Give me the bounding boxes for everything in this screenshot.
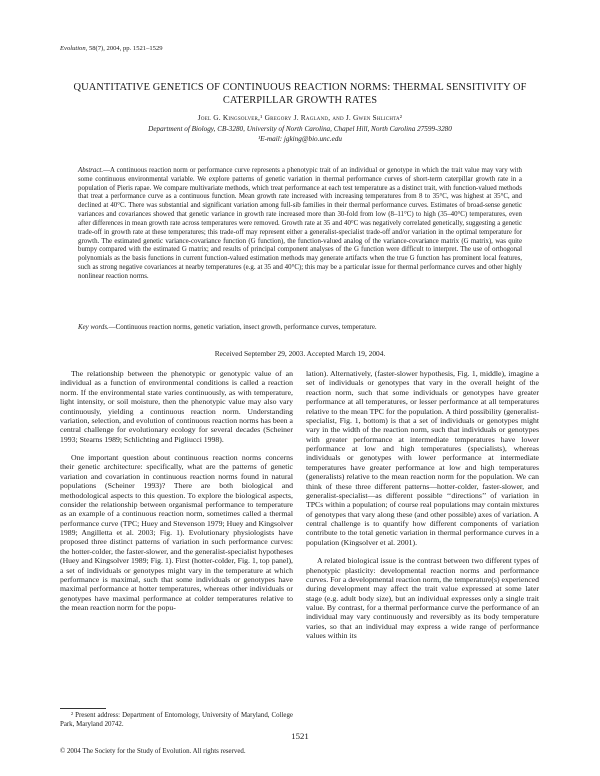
body-paragraph: The relationship between the phenotypic or genotypic value of an individual as a function of environmental conditions is called a reaction norm. If the environmental state varies continuously, as with temperature, light intensity, or soil moisture, then the phenotypic value may also vary continuously, yielding a continuous reaction norm. Understanding variation, selection, and evolution of continuous reaction norms has been a central challenge for evolutionary ecology for several decades (Scheiner 1993; Stearns 1989; Schlichting and Pigliucci 1998). [60,369,293,444]
received-dates: Received September 29, 2003. Accepted March 19, 2004. [214,349,386,358]
keywords [78,323,522,332]
copyright-notice: © 2004 The Society for the Study of Evolution. All rights reserved. [60,748,246,755]
affiliation-block [60,124,540,144]
affiliation-department: Department of Biology, CB-3280, University of North Carolina, Chapel Hill, North Carolina 27599-3280 [148,125,452,133]
body-paragraph: One important question about continuous reaction norms concerns their genetic architecture: specifically, what are the patterns of genetic variation and covariation in continuous reaction norms found in natural populations (Scheiner 1993)? There are both biological and methodological aspects to this question. To explore the biological aspects, consider the relationship between organismal performance to temperature as an example of a continuous reaction norm, sometimes called a thermal performance curve (TPC; Huey and Stevenson 1979; Huey and Kingsolver 1989; Angilletta et al. 2003; Fig. 1). Evolutionary physiologists have proposed three distinct patterns of variation in such performance curves: the hotter-colder, the faster-slower, and the generalist-specialist hypotheses (Huey and Kingsolver 1989; Fig. 1). First (hotter-colder, Fig. 1, top panel), a set of individuals or genotypes might vary in the temperature at which performance is maximal, such that some individuals or genotypes have maximal performance at hotter temperatures, whereas other individuals or genotypes have maximal performance at colder temperatures relative to the mean reaction norm for the popu- [60,453,293,612]
article-title: QUANTITATIVE GENETICS OF CONTINUOUS REACTION NORMS: THERMAL SENSITIVITY OF CATERPILLAR GROWTH RATES [73,82,527,106]
abstract-text: —A continuous reaction norm or performance curve represents a phenotypic trait of an individual or genotype in which the trait value may vary with some continuous environmental variable. We explore patterns of genetic variation in thermal performance curves of short-term caterpillar growth rate in a population of Pieris rapae. We compare multivariate methods, which treat performance at each test temperature as a distinct trait, with function-valued methods that treat a performance curve as a continuous function. Mean growth rate increased with increasing temperatures from 8 to 35°C, was highest at 35°C, and declined at 40°C. There was substantial and significant variation among full-sib families in their thermal performance curves. Estimates of broad-sense genetic variances and covariances showed that genetic variance in growth rate increased more than 30-fold from low (8–11°C) to high (35–40°C) temperatures, even after differences in mean growth rate across temperatures were removed. Growth rate at 35 and 40°C was negatively correlated genetically, suggesting a genetic trade-off in growth rate at these temperatures; this trade-off may represent either a generalist-specialist trade-off and/or variation in the optimal temperature for growth. The estimated genetic variance-covariance function (G function), the function-valued analog of the variance-covariance matrix (G matrix), was quite bumpy compared with the estimated G matrix; and results of principal component analyses of the G function were difficult to interpret. The use of orthogonal polynomials as the basis functions in current function-valued estimation methods may generate artifacts when the true G function has prominent local features, such as strong negative covariances at nearby temperatures (e.g. at 35 and 40°C); this may be a particular issue for thermal performance curves and other highly nonlinear reaction norms. [78,167,522,280]
abstract-label: Abstract. [78,167,104,174]
body-paragraph: A related biological issue is the contrast between two different types of phenotypic plasticity: developmental reaction norms and performance curves. For a developmental reaction norm, the temperature(s) experienced during development may affect the trait value expressed at some later stage (e.g. adult body size), but an individual expresses only a single trait value. By contrast, for a thermal performance curve the performance of an individual may vary continuously and reversibly as its body temperature varies, so that an individual may express a wide range of performance values within its [306,556,539,641]
journal-citation [60,45,163,52]
body-column-right [306,369,539,641]
abstract [78,167,522,282]
body-column-left [60,369,293,612]
keywords-text: —Continuous reaction norms, genetic variation, insect growth, performance curves, temperature. [108,324,377,331]
keywords-label: Key words. [78,324,109,331]
footnote: ² Present address: Department of Entomology, University of Maryland, College Park, Maryland 20742. [60,712,293,728]
journal-name: Evolution, [60,45,88,52]
page-number: 1521 [291,731,309,741]
author-email: ¹E-mail: jgking@bio.unc.edu [257,135,343,143]
journal-volume: 58(7), 2004, pp. 1521–1529 [87,45,163,52]
author-list: Joel G. Kingsolver,¹ Gregory J. Ragland, and J. Gwen Shlichta² [197,113,403,122]
body-paragraph: lation). Alternatively, (faster-slower hypothesis, Fig. 1, middle), imagine a set of individuals or genotypes that vary in the overall height of the reaction norm, such that some individuals or genotypes have greater performance at all temperatures, or lesser performance at all temperatures relative to the mean TPC for the population. A third possibility (generalist-specialist, Fig. 1, bottom) is that a set of individuals or genotypes might vary in the width of the reaction norm, such that individuals or genotypes with greater performance at intermediate temperatures have lower performance at low and high temperatures (specialists), whereas individuals or genotypes with lower performance at intermediate temperatures have greater performance at low and high temperatures (generalists) relative to the mean reaction norm for the population. We can think of these three different patterns—hotter-colder, faster-slower, and generalist-specialist—as different possible ‘‘directions’’ of variation in TPCs within a population; of course real populations may contain mixtures of genotypes that vary along these (and other possible) axes of variation. A central challenge is to quantify how different components of variation contribute to the total genetic variation in thermal performance curves in a population (Kingsolver et al. 2001). [306,369,539,547]
footnote-divider [60,708,106,709]
